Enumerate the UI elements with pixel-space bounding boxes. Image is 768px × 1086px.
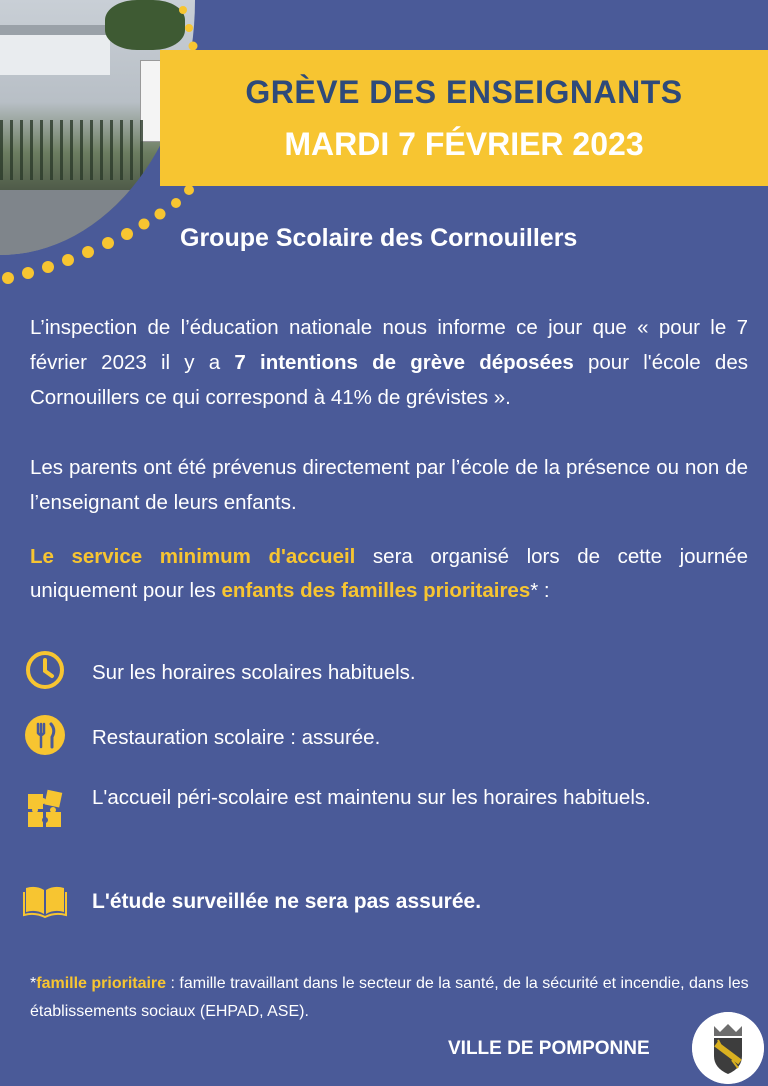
title-banner xyxy=(160,50,768,186)
item-schedule-text: Sur les horaires scolaires habituels. xyxy=(92,661,416,684)
banner-date: MARDI 7 FÉVRIER 2023 xyxy=(284,126,644,162)
item-restaurant-text: Restauration scolaire : assurée. xyxy=(92,726,381,749)
item-study-text: L'étude surveillée ne sera pas assurée. xyxy=(92,890,482,913)
city-crest-logo xyxy=(692,1012,764,1084)
service-paragraph: Le service minimum d'accueil sera organisé lors de cette journée uniquement pour les enfants des familles prioritaires* : xyxy=(30,545,748,602)
school-name: Groupe Scolaire des Cornouillers xyxy=(180,224,578,252)
item-schedule xyxy=(22,647,742,695)
intro-paragraph: L’inspection de l’éducation nationale nous informe ce jour que « pour le 7 février 2023 il y a 7 intentions de grève déposées pour l'école des Cornouillers ce qui correspond à 41% de grévistes ». xyxy=(30,316,748,409)
clock-icon xyxy=(22,647,68,693)
strike-intentions: 7 intentions de grève déposées xyxy=(234,351,574,374)
footnote: *famille prioritaire : famille travaillant dans le secteur de la santé, de la sécurité et incendie, dans les établissements sociaux (EHPAD, ASE). xyxy=(30,975,749,1020)
item-periscolaire xyxy=(22,778,742,848)
book-icon xyxy=(22,876,68,922)
banner-title: GRÈVE DES ENSEIGNANTS xyxy=(245,74,683,110)
item-study xyxy=(22,876,742,924)
city-signature: VILLE DE POMPONNE xyxy=(448,1038,650,1059)
parents-paragraph: Les parents ont été prévenus directement par l’école de la présence ou non de l’enseignant de leurs enfants. xyxy=(30,456,748,514)
puzzle-icon xyxy=(22,786,68,832)
item-restaurant xyxy=(22,712,742,760)
cutlery-icon xyxy=(22,712,68,758)
item-periscolaire-text: L'accueil péri-scolaire est maintenu sur les horaires habituels. xyxy=(92,786,651,809)
